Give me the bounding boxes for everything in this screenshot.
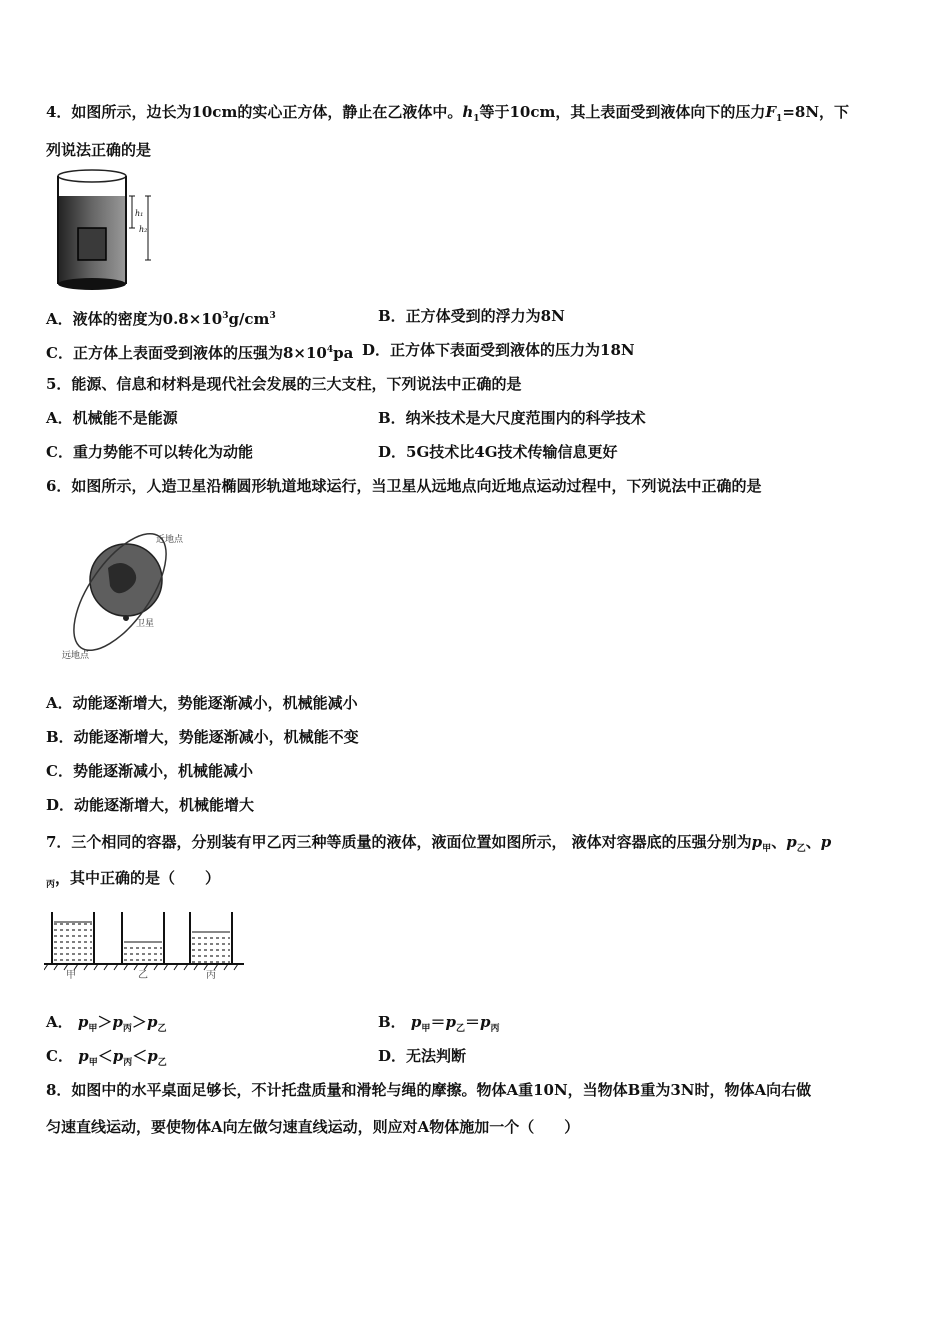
cube-block [78, 228, 106, 260]
q4-option-c-unit: pa [333, 344, 354, 362]
sub-bing: 丙 [46, 880, 56, 890]
sub-jia: 甲 [762, 844, 772, 854]
cylinder-bottom [58, 278, 126, 290]
sub-yi: 乙 [796, 844, 806, 854]
p-symbol: p [77, 1013, 89, 1031]
p-symbol: p [820, 833, 832, 851]
p-symbol: p [146, 1013, 158, 1031]
q6-option-b: B．动能逐渐增大，势能逐渐减小，机械能不变 [46, 728, 359, 746]
q4-option-a-text: A．液体的密度为0.8×10 [46, 310, 223, 328]
sub-yi: 乙 [157, 1024, 167, 1034]
q7-stem-end: ，其中正确的是（ ） [55, 869, 221, 887]
p-symbol: p [78, 1047, 89, 1065]
q4-stem-part-b: 等于10cm，其上表面受到液体向下的压力 [479, 103, 766, 121]
q6-option-c: C．势能逐渐减小，机械能减小 [46, 762, 253, 780]
q4-stem-line1 [46, 102, 849, 129]
container-jia [52, 912, 94, 964]
q4-option-a-exp2: 3 [269, 311, 276, 321]
p-symbol: p [410, 1013, 422, 1031]
q5-option-b: B．纳米技术是大尺度范围内的科学技术 [378, 409, 646, 427]
satellite-label: 卫星 [136, 619, 155, 629]
h2-label: h₂ [139, 225, 148, 234]
q4-f1-symbol: F [765, 103, 777, 121]
q6-option-a: A．动能逐渐增大，势能逐渐减小，机械能减小 [46, 694, 358, 712]
q7-stem-line2 [46, 868, 220, 895]
q7-option-a-label: A． [46, 1013, 73, 1031]
lt-sign: ＜ [97, 1047, 113, 1065]
q4-option-d: D．正方体下表面受到液体的压力为18N [362, 341, 635, 359]
gt-sign: ＞ [131, 1013, 147, 1031]
h1-label: h₁ [135, 209, 144, 218]
q5-option-a: A．机械能不是能源 [46, 409, 178, 427]
satellite-icon [123, 615, 129, 621]
sub-bing: 丙 [123, 1058, 133, 1068]
separator: 、 [805, 833, 821, 851]
q7-option-b-label: B． [378, 1013, 406, 1031]
q8-stem-line2: 匀速直线运动，要使物体A向左做匀速直线运动，则应对A物体施加一个（ ） [46, 1118, 580, 1136]
q6-stem: 6．如图所示，人造卫星沿椭圆形轨道地球运行，当卫星从远地点向近地点运动过程中，下列说法中正确的是 [46, 477, 762, 495]
q4-option-a-unit: g/cm [228, 310, 270, 328]
p-symbol: p [479, 1013, 491, 1031]
q7-option-b [378, 1012, 500, 1039]
q7-containers-figure [44, 908, 244, 982]
q4-cylinder-figure [52, 166, 164, 294]
liquid-yi [124, 948, 162, 960]
q8-stem-line1: 8．如图中的水平桌面足够长，不计托盘质量和滑轮与绳的摩擦。物体A重10N，当物体B重为3N时，物体A向右做 [46, 1081, 812, 1099]
q5-option-d: D．5G技术比4G技术传输信息更好 [378, 443, 618, 461]
lt-sign: ＜ [132, 1047, 148, 1065]
q4-h1-subscript: 1 [473, 114, 480, 124]
q6-option-d: D．动能逐渐增大，机械能增大 [46, 796, 255, 814]
q7-option-a [46, 1012, 166, 1039]
q4-option-a-exp: 3 [222, 311, 229, 321]
label-yi: 乙 [138, 970, 148, 981]
sub-jia: 甲 [88, 1058, 98, 1068]
q4-option-c [46, 340, 353, 363]
q4-stem-part-a: 4．如图所示，边长为10cm的实心正方体，静止在乙液体中。 [46, 103, 463, 121]
separator: 、 [771, 833, 787, 851]
q6-orbit-figure [58, 528, 208, 664]
q4-option-c-exp: 4 [326, 345, 334, 355]
q7-stem-line1 [46, 832, 831, 859]
p-symbol: p [786, 833, 797, 851]
label-jia: 甲 [66, 970, 76, 981]
sub-jia: 甲 [88, 1024, 98, 1034]
q7-stem-text: 7．三个相同的容器，分别装有甲乙丙三种等质量的液体，液面位置如图所示， 液体对容器底的压强分别为 [46, 833, 752, 851]
eq-sign: ＝ [430, 1013, 446, 1031]
sub-bing: 丙 [490, 1024, 500, 1034]
p-symbol: p [445, 1013, 456, 1031]
cylinder-top-rim [58, 170, 126, 182]
sub-jia: 甲 [421, 1024, 431, 1034]
q4-stem-part-c: =8N，下 [782, 103, 850, 121]
p-symbol: p [112, 1047, 124, 1065]
q4-f1-subscript: 1 [776, 114, 783, 124]
q7-option-c-label: C． [46, 1047, 73, 1065]
q4-option-b: B．正方体受到的浮力为8N [378, 307, 565, 325]
q5-option-c: C．重力势能不可以转化为动能 [46, 443, 253, 461]
label-bing: 丙 [206, 970, 216, 981]
near-point-label: 近地点 [156, 535, 184, 545]
gt-sign: ＞ [97, 1013, 113, 1031]
sub-bing: 丙 [122, 1024, 132, 1034]
far-point-label: 远地点 [62, 651, 90, 661]
q4-option-c-text: C．正方体上表面受到液体的压强为8×10 [46, 344, 327, 362]
container-yi [122, 912, 164, 964]
p-symbol: p [751, 833, 763, 851]
q4-option-a [46, 306, 276, 329]
q4-stem-line2: 列说法正确的是 [46, 141, 152, 159]
liquid-bing [192, 938, 230, 962]
q7-option-d: D．无法判断 [378, 1047, 467, 1065]
eq-sign: ＝ [464, 1013, 480, 1031]
sub-yi: 乙 [157, 1058, 167, 1068]
q7-option-c [46, 1046, 167, 1073]
q5-stem: 5．能源、信息和材料是现代社会发展的三大支柱，下列说法中正确的是 [46, 375, 522, 393]
p-symbol: p [112, 1013, 123, 1031]
p-symbol: p [147, 1047, 158, 1065]
q4-h1-symbol: h [462, 103, 474, 121]
liquid-jia [54, 924, 92, 960]
sub-yi: 乙 [455, 1024, 465, 1034]
